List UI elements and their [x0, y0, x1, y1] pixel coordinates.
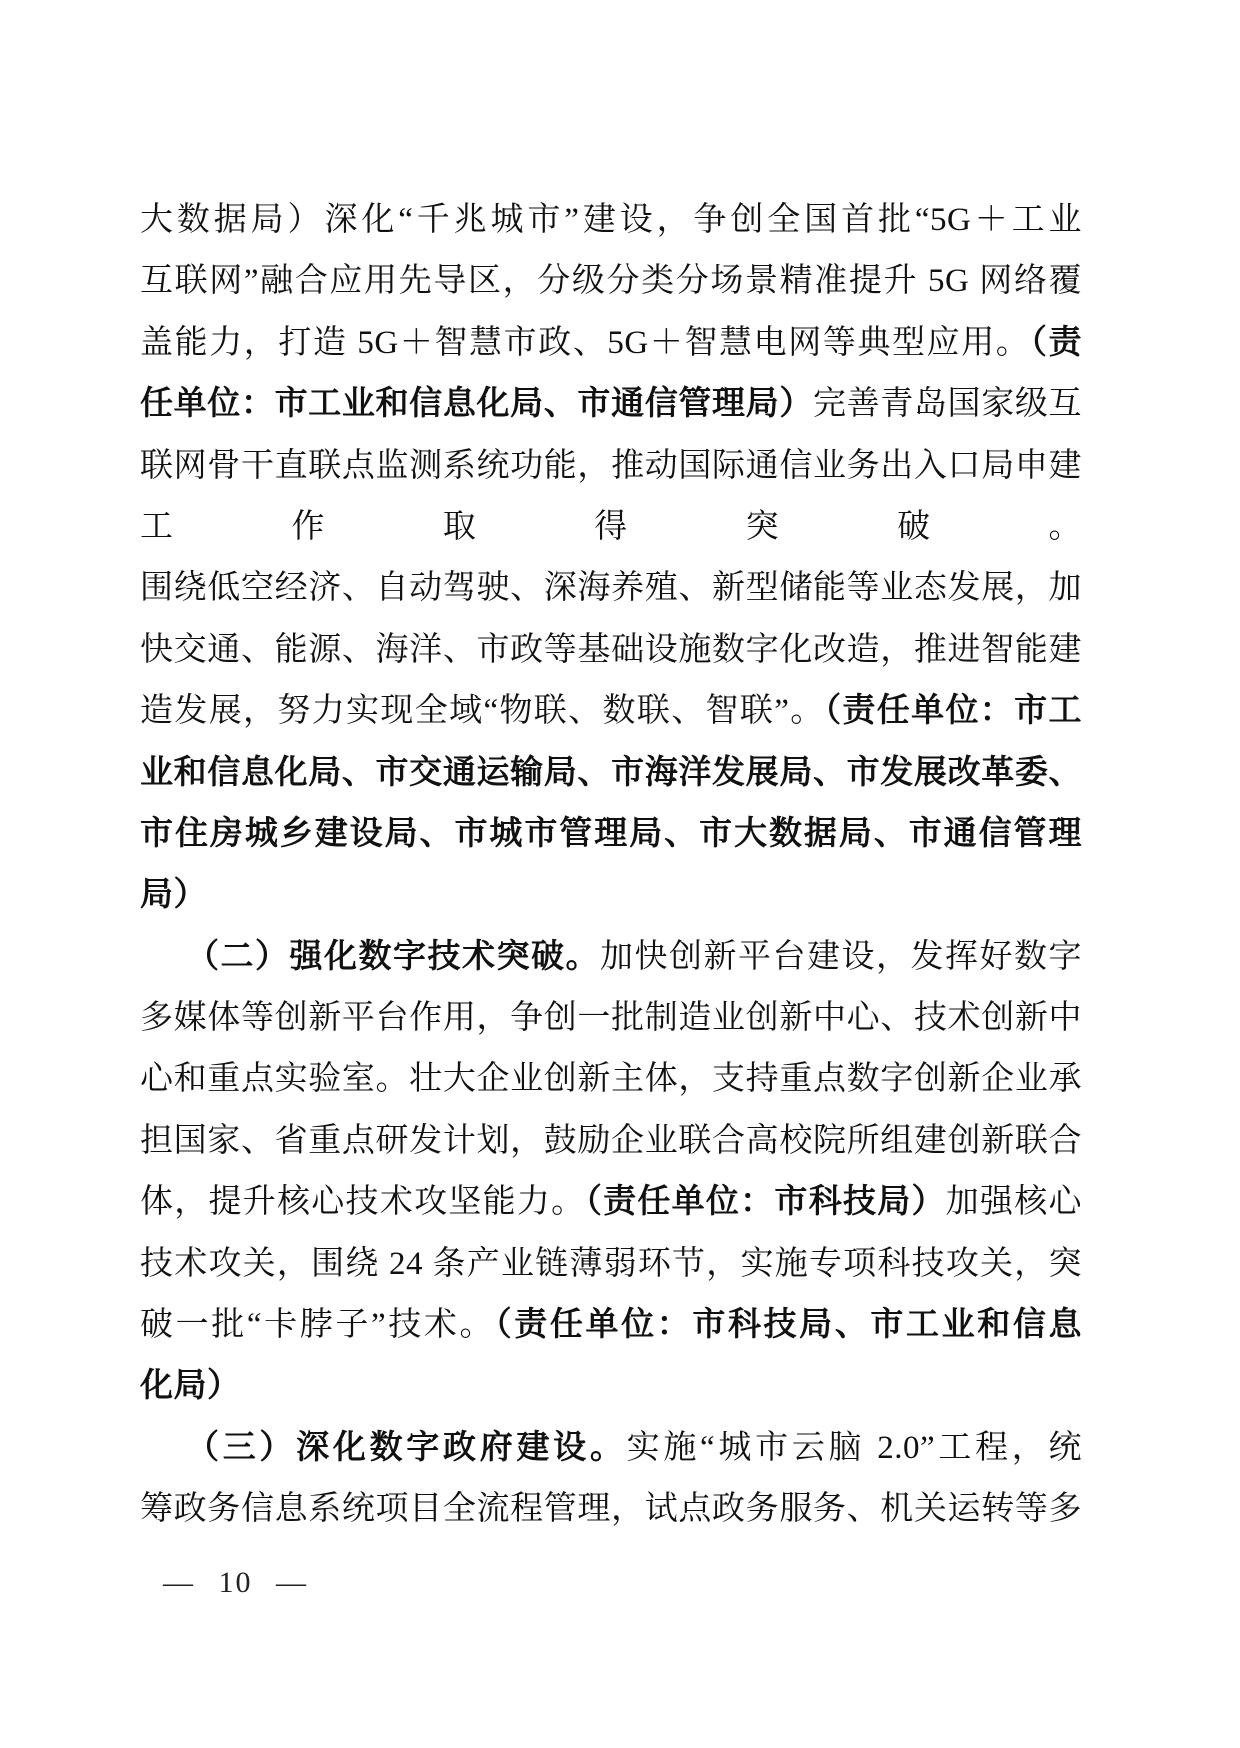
- text-line: [140, 251, 1082, 312]
- text-line: [140, 190, 1082, 251]
- text-line: [140, 988, 1082, 1049]
- text-line: [140, 1172, 1082, 1233]
- text-line: [140, 620, 1082, 681]
- emphasis-text: 化局）: [140, 1368, 241, 1405]
- text-line: [140, 1234, 1082, 1295]
- body-text: 造发展，努力实现全域“物联、数联、智联”。: [140, 693, 825, 730]
- body-text: 多媒体等创新平台作用，争创一批制造业创新中心、技术创新中: [140, 1000, 1082, 1037]
- text-line: [140, 374, 1082, 435]
- emphasis-text: （责任单位：市科技局）: [585, 1184, 946, 1221]
- text-line: [140, 1418, 1082, 1479]
- body-text: 工作取得突破。: [140, 508, 1082, 545]
- text-line: [140, 1479, 1082, 1540]
- text-line: [140, 1356, 1082, 1417]
- body-text: 担国家、省重点研发计划，鼓励企业联合高校院所组建创新联合: [140, 1122, 1082, 1159]
- body-text: 加强核心: [945, 1184, 1082, 1221]
- page-number: — 10 —: [163, 1566, 308, 1599]
- text-line: [140, 313, 1082, 374]
- emphasis-text: （责: [1030, 324, 1082, 361]
- body-text: 体，提升核心技术攻坚能力。: [140, 1184, 586, 1221]
- body-text: 互联网”融合应用先导区，分级分类分场景精准提升 5G 网络覆: [140, 263, 1082, 300]
- body-text: 实施“城市云脑 2.0”工程，统: [626, 1429, 1082, 1466]
- text-line: [140, 681, 1082, 742]
- emphasis-text: （三）深化数字政府建设。: [186, 1429, 627, 1466]
- text-line: [140, 743, 1082, 804]
- text-line: [140, 1295, 1082, 1356]
- body-text: 盖能力，打造 5G＋智慧市政、5G＋智慧电网等典型应用。: [140, 324, 1031, 361]
- body-text: 技术攻关，围绕 24 条产业链薄弱环节，实施专项科技攻关，突: [140, 1245, 1082, 1282]
- body-text: 完善青岛国家级互: [812, 386, 1082, 423]
- emphasis-text: （二）强化数字技术突破。: [186, 938, 600, 975]
- body-text: 加快创新平台建设，发挥好数字: [600, 938, 1082, 975]
- document-text-block: [140, 190, 1082, 1541]
- body-text: 大数据局）深化“千兆城市”建设，争创全国首批“5G＋工业: [140, 202, 1082, 238]
- text-line: [140, 1111, 1082, 1172]
- emphasis-text: （责任单位：市科技局、市工业和信息: [495, 1307, 1082, 1344]
- body-text: 快交通、能源、海洋、市政等基础设施数字化改造，推进智能建: [140, 631, 1082, 668]
- emphasis-text: （责任单位：市工: [824, 693, 1082, 730]
- body-text: 破一批“卡脖子”技术。: [140, 1307, 496, 1344]
- emphasis-text: 任单位：市工业和信息化局、市通信管理局）: [140, 386, 813, 423]
- body-text: 围绕低空经济、自动驾驶、深海养殖、新型储能等业态发展，加: [140, 570, 1082, 607]
- body-text: 心和重点实验室。壮大企业创新主体，支持重点数字创新企业承: [140, 1061, 1082, 1098]
- text-line: [140, 497, 1082, 558]
- text-line: [140, 558, 1082, 619]
- emphasis-text: 局）: [140, 877, 207, 914]
- emphasis-text: 市住房城乡建设局、市城市管理局、市大数据局、市通信管理: [140, 815, 1082, 852]
- body-text: 联网骨干直联点监测系统功能，推动国际通信业务出入口局申建: [140, 447, 1082, 484]
- text-line: [140, 436, 1082, 497]
- text-line: [140, 927, 1082, 988]
- emphasis-text: 业和信息化局、市交通运输局、市海洋发展局、市发展改革委、: [140, 754, 1082, 791]
- text-line: [140, 1049, 1082, 1110]
- text-line: [140, 865, 1082, 926]
- body-text: 筹政务信息系统项目全流程管理，试点政务服务、机关运转等多: [140, 1491, 1082, 1528]
- text-line: [140, 804, 1082, 865]
